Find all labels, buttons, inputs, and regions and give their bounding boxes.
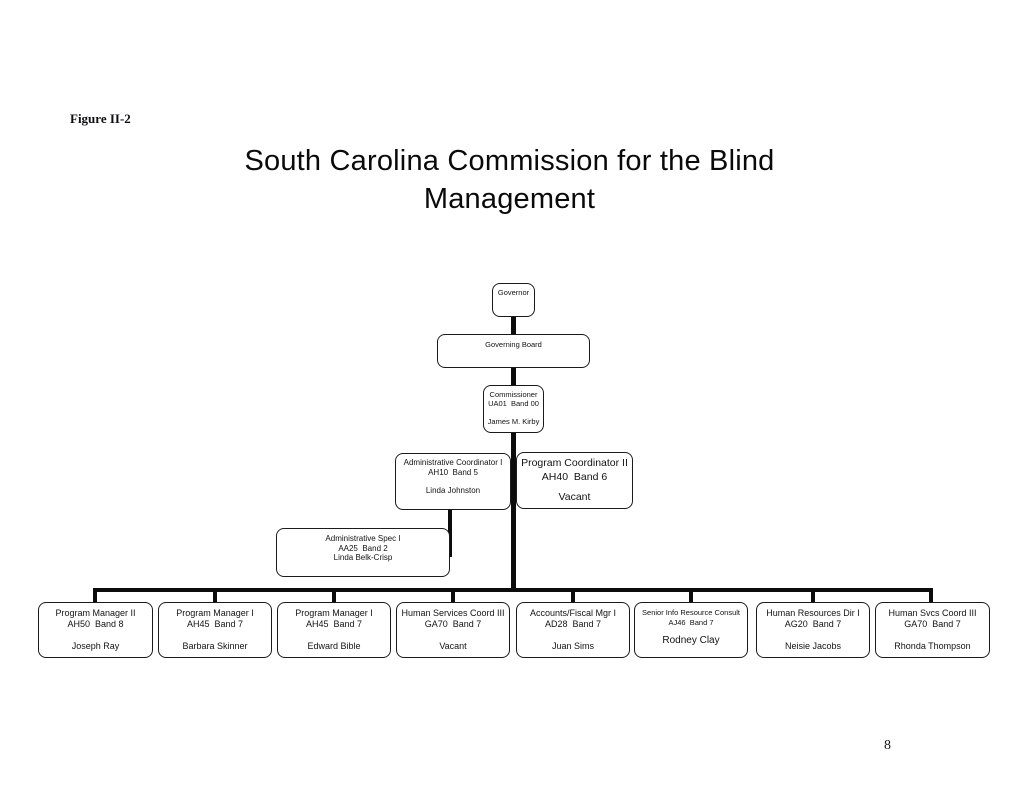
class-band: AA25 Band 2: [338, 543, 388, 553]
org-box-administrative-coordinator: [395, 453, 511, 510]
class-band: AH10 Band 5: [428, 467, 478, 477]
employee-name: Linda Johnston: [425, 486, 481, 495]
employee-name: James M. Kirby: [487, 417, 540, 426]
connector-governor-board: [511, 316, 516, 335]
employee-name: Rodney Clay: [662, 635, 720, 646]
role-title: Program Manager I: [176, 608, 254, 618]
class-band: UA01 Band 00: [488, 399, 539, 408]
employee-name: Rhonda Thompson: [894, 641, 971, 651]
class-band: AH50 Band 8: [67, 618, 124, 629]
role-title: Program Manager II: [55, 608, 136, 618]
class-band: AH40 Band 6: [541, 470, 608, 483]
employee-name: Vacant: [558, 491, 591, 503]
page-title-line2: Management: [423, 183, 596, 215]
figure-label: Figure II-2: [70, 111, 131, 126]
connector-board-commissioner: [511, 366, 516, 386]
page-title-line1: South Carolina Commission for the Blind: [244, 145, 775, 177]
org-box-governor: [492, 283, 535, 317]
role-title: Accounts/Fiscal Mgr I: [529, 608, 617, 618]
connector-stub-8: [929, 588, 933, 603]
class-band: AG20 Band 7: [784, 618, 842, 629]
connector-stub-1: [93, 588, 97, 603]
connector-stub-6: [689, 588, 693, 603]
employee-name: Joseph Ray: [71, 641, 120, 651]
org-box-program-manager-1a: [158, 602, 272, 658]
role-title: Administrative Spec I: [325, 534, 401, 543]
org-box-program-manager-2: [38, 602, 153, 658]
org-box-human-services-coord: [396, 602, 510, 658]
role-title: Commissioner: [489, 390, 538, 399]
employee-name: Neisie Jacobs: [784, 641, 842, 651]
employee-name: Barbara Skinner: [182, 641, 248, 651]
page-title: [0, 142, 1019, 218]
employee-name: Juan Sims: [551, 641, 595, 651]
org-box-administrative-spec: [276, 528, 450, 577]
org-box-program-manager-1b: [277, 602, 391, 658]
org-box-senior-info-resource-consult: [634, 602, 748, 658]
class-band: GA70 Band 7: [424, 618, 482, 629]
class-band: AH45 Band 7: [305, 618, 363, 629]
connector-stub-4: [451, 588, 455, 603]
org-box-human-svcs-coord: [875, 602, 990, 658]
connector-commissioner-trunk: [511, 431, 516, 592]
role-title: Senior Info Resource Consult: [642, 608, 740, 617]
class-band: AH45 Band 7: [186, 618, 244, 629]
connector-stub-3: [332, 588, 336, 603]
role-title: Human Svcs Coord III: [888, 608, 977, 618]
class-band: AJ46 Band 7: [668, 617, 714, 627]
role-title: Program Coordinator II: [521, 457, 628, 469]
role-title: Governor: [497, 288, 530, 297]
employee-name: Vacant: [439, 641, 467, 651]
role-title: Program Manager I: [295, 608, 373, 618]
class-band: GA70 Band 7: [904, 618, 961, 629]
connector-horizontal-bar: [93, 588, 933, 592]
org-box-governing-board: [437, 334, 590, 368]
employee-name: Linda Belk-Crisp: [333, 553, 393, 562]
org-box-commissioner: [483, 385, 544, 433]
page-number: 8: [884, 738, 891, 753]
connector-stub-2: [213, 588, 217, 603]
org-box-program-coordinator: [516, 452, 633, 509]
class-band: AD28 Band 7: [544, 618, 602, 629]
role-title: Administrative Coordinator I: [403, 458, 503, 467]
role-title: Human Services Coord III: [401, 608, 505, 618]
role-title: Human Resources Dir I: [766, 608, 860, 618]
connector-stub-5: [571, 588, 575, 603]
role-title: Governing Board: [485, 340, 542, 349]
connector-stub-7: [811, 588, 815, 603]
org-box-accounts-fiscal-mgr: [516, 602, 630, 658]
org-box-human-resources-dir: [756, 602, 870, 658]
employee-name: Edward Bible: [307, 641, 361, 651]
